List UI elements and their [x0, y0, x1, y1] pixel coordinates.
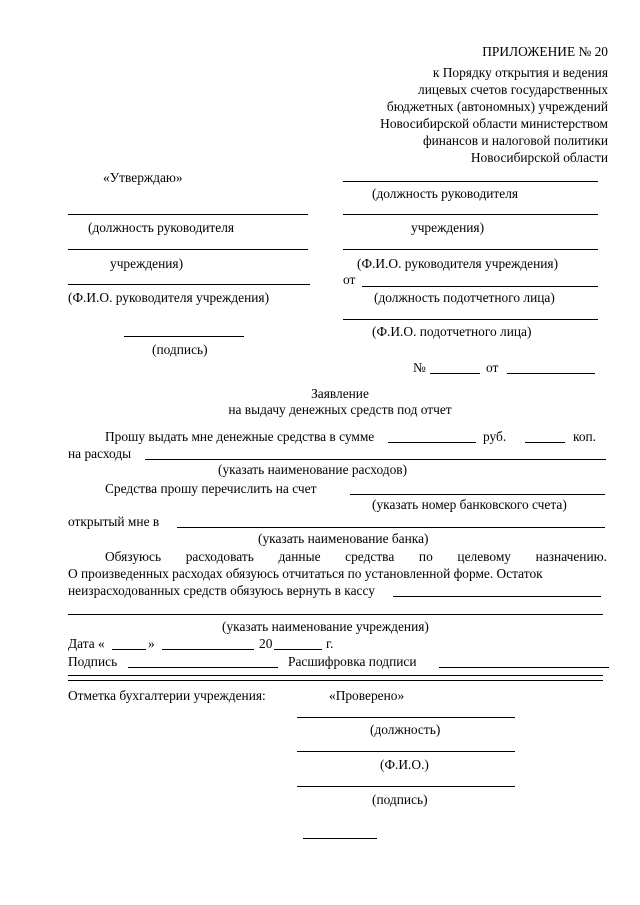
addressee-accountable-position-label: (должность подотчетного лица) [374, 290, 555, 305]
approval-signature-line [124, 336, 244, 337]
accounting-checked: «Проверено» [329, 688, 405, 703]
addressee-accountable-position-line [362, 286, 598, 287]
signature-decode-line [439, 667, 609, 668]
addressee-position-label-1: (должность руководителя [372, 186, 519, 201]
accounting-extra-line [303, 838, 377, 839]
approval-position-label-2: учреждения) [110, 256, 184, 271]
date-day-line [112, 649, 146, 650]
year-suffix: г. [326, 636, 334, 651]
accounting-fio-line [297, 751, 515, 752]
bank-hint: (указать наименование банка) [258, 531, 429, 546]
expenses-hint: (указать наименование расходов) [218, 462, 408, 477]
addressee-number-line [430, 373, 480, 374]
account-line [350, 494, 605, 495]
addressee-fio-label: (Ф.И.О. руководителя учреждения) [357, 256, 559, 271]
approval-title: «Утверждаю» [103, 170, 183, 185]
approval-fio-label: (Ф.И.О. руководителя учреждения) [68, 290, 270, 305]
request-prefix: Прошу выдать мне денежные средства в сумме [105, 429, 375, 444]
bank-label: открытый мне в [68, 514, 160, 529]
date-quote-close: » [148, 636, 155, 651]
document-subtitle: на выдачу денежных средств под отчет [228, 402, 452, 417]
addressee-position-line-2 [343, 214, 598, 215]
addressee-position-label-2: учреждения) [411, 220, 485, 235]
header-line-5: Новосибирской области министерством [380, 116, 608, 131]
addressee-date-label: от [486, 360, 499, 375]
approval-signature-label: (подпись) [152, 342, 208, 357]
institution-line [68, 614, 603, 615]
expenses-line [145, 459, 606, 460]
accounting-position-hint: (должность) [370, 722, 441, 737]
header-line-7: Новосибирской области [470, 150, 608, 165]
signature-label: Подпись [68, 654, 118, 669]
approval-fio-line [68, 284, 310, 285]
date-month-line [162, 649, 254, 650]
date-label: Дата « [68, 636, 105, 651]
addressee-accountable-fio-label: (Ф.И.О. подотчетного лица) [372, 324, 532, 339]
obligation-text-line-2: О произведенных расходах обязуюсь отчитаться по установленной форме. Остаток [68, 566, 543, 581]
addressee-number-label: № [413, 360, 426, 375]
approval-position-line-2 [68, 249, 308, 250]
addressee-from-label: от [343, 272, 356, 287]
obligation-text-line-3: неизрасходованных средств обязуюсь вернуть в кассу [68, 583, 375, 598]
addressee-fio-line [343, 249, 598, 250]
accounting-position-line [297, 717, 515, 718]
signature-line [128, 667, 278, 668]
year-prefix: 20 [259, 636, 273, 651]
accounting-label: Отметка бухгалтерии учреждения: [68, 688, 266, 703]
account-hint: (указать номер банковского счета) [372, 497, 567, 512]
approval-position-label-1: (должность руководителя [88, 220, 235, 235]
header-line-6: финансов и налоговой политики [422, 133, 608, 148]
header-line-2: к Порядку открытия и ведения [432, 65, 608, 80]
signature-decode-label: Расшифровка подписи [288, 654, 417, 669]
header-line-3: лицевых счетов государственных [418, 82, 608, 97]
accounting-signature-line [297, 786, 515, 787]
header-line-4: бюджетных (автономных) учреждений [386, 99, 608, 114]
expenses-label: на расходы [68, 446, 132, 461]
amount-kop-line [525, 442, 565, 443]
accounting-signature-hint: (подпись) [372, 792, 428, 807]
currency-kop-label: коп. [573, 429, 597, 444]
addressee-accountable-fio-line [343, 319, 598, 320]
header-line-1: ПРИЛОЖЕНИЕ № 20 [482, 44, 608, 59]
year-line [274, 649, 322, 650]
accounting-fio-hint: (Ф.И.О.) [380, 757, 429, 772]
cash-desk-line [393, 596, 601, 597]
currency-rub-label: руб. [483, 429, 507, 444]
addressee-date-line [507, 373, 595, 374]
obligation-text-line-1: Обязуюсь расходовать данные средства по целевому назначению. [105, 549, 607, 564]
approval-position-line-1 [68, 214, 308, 215]
addressee-position-line-1 [343, 181, 598, 182]
amount-rub-line [388, 442, 476, 443]
document-title: Заявление [311, 386, 369, 401]
transfer-label: Средства прошу перечислить на счет [105, 481, 317, 496]
institution-hint: (указать наименование учреждения) [222, 619, 429, 634]
double-divider [68, 675, 603, 681]
bank-line [177, 527, 605, 528]
